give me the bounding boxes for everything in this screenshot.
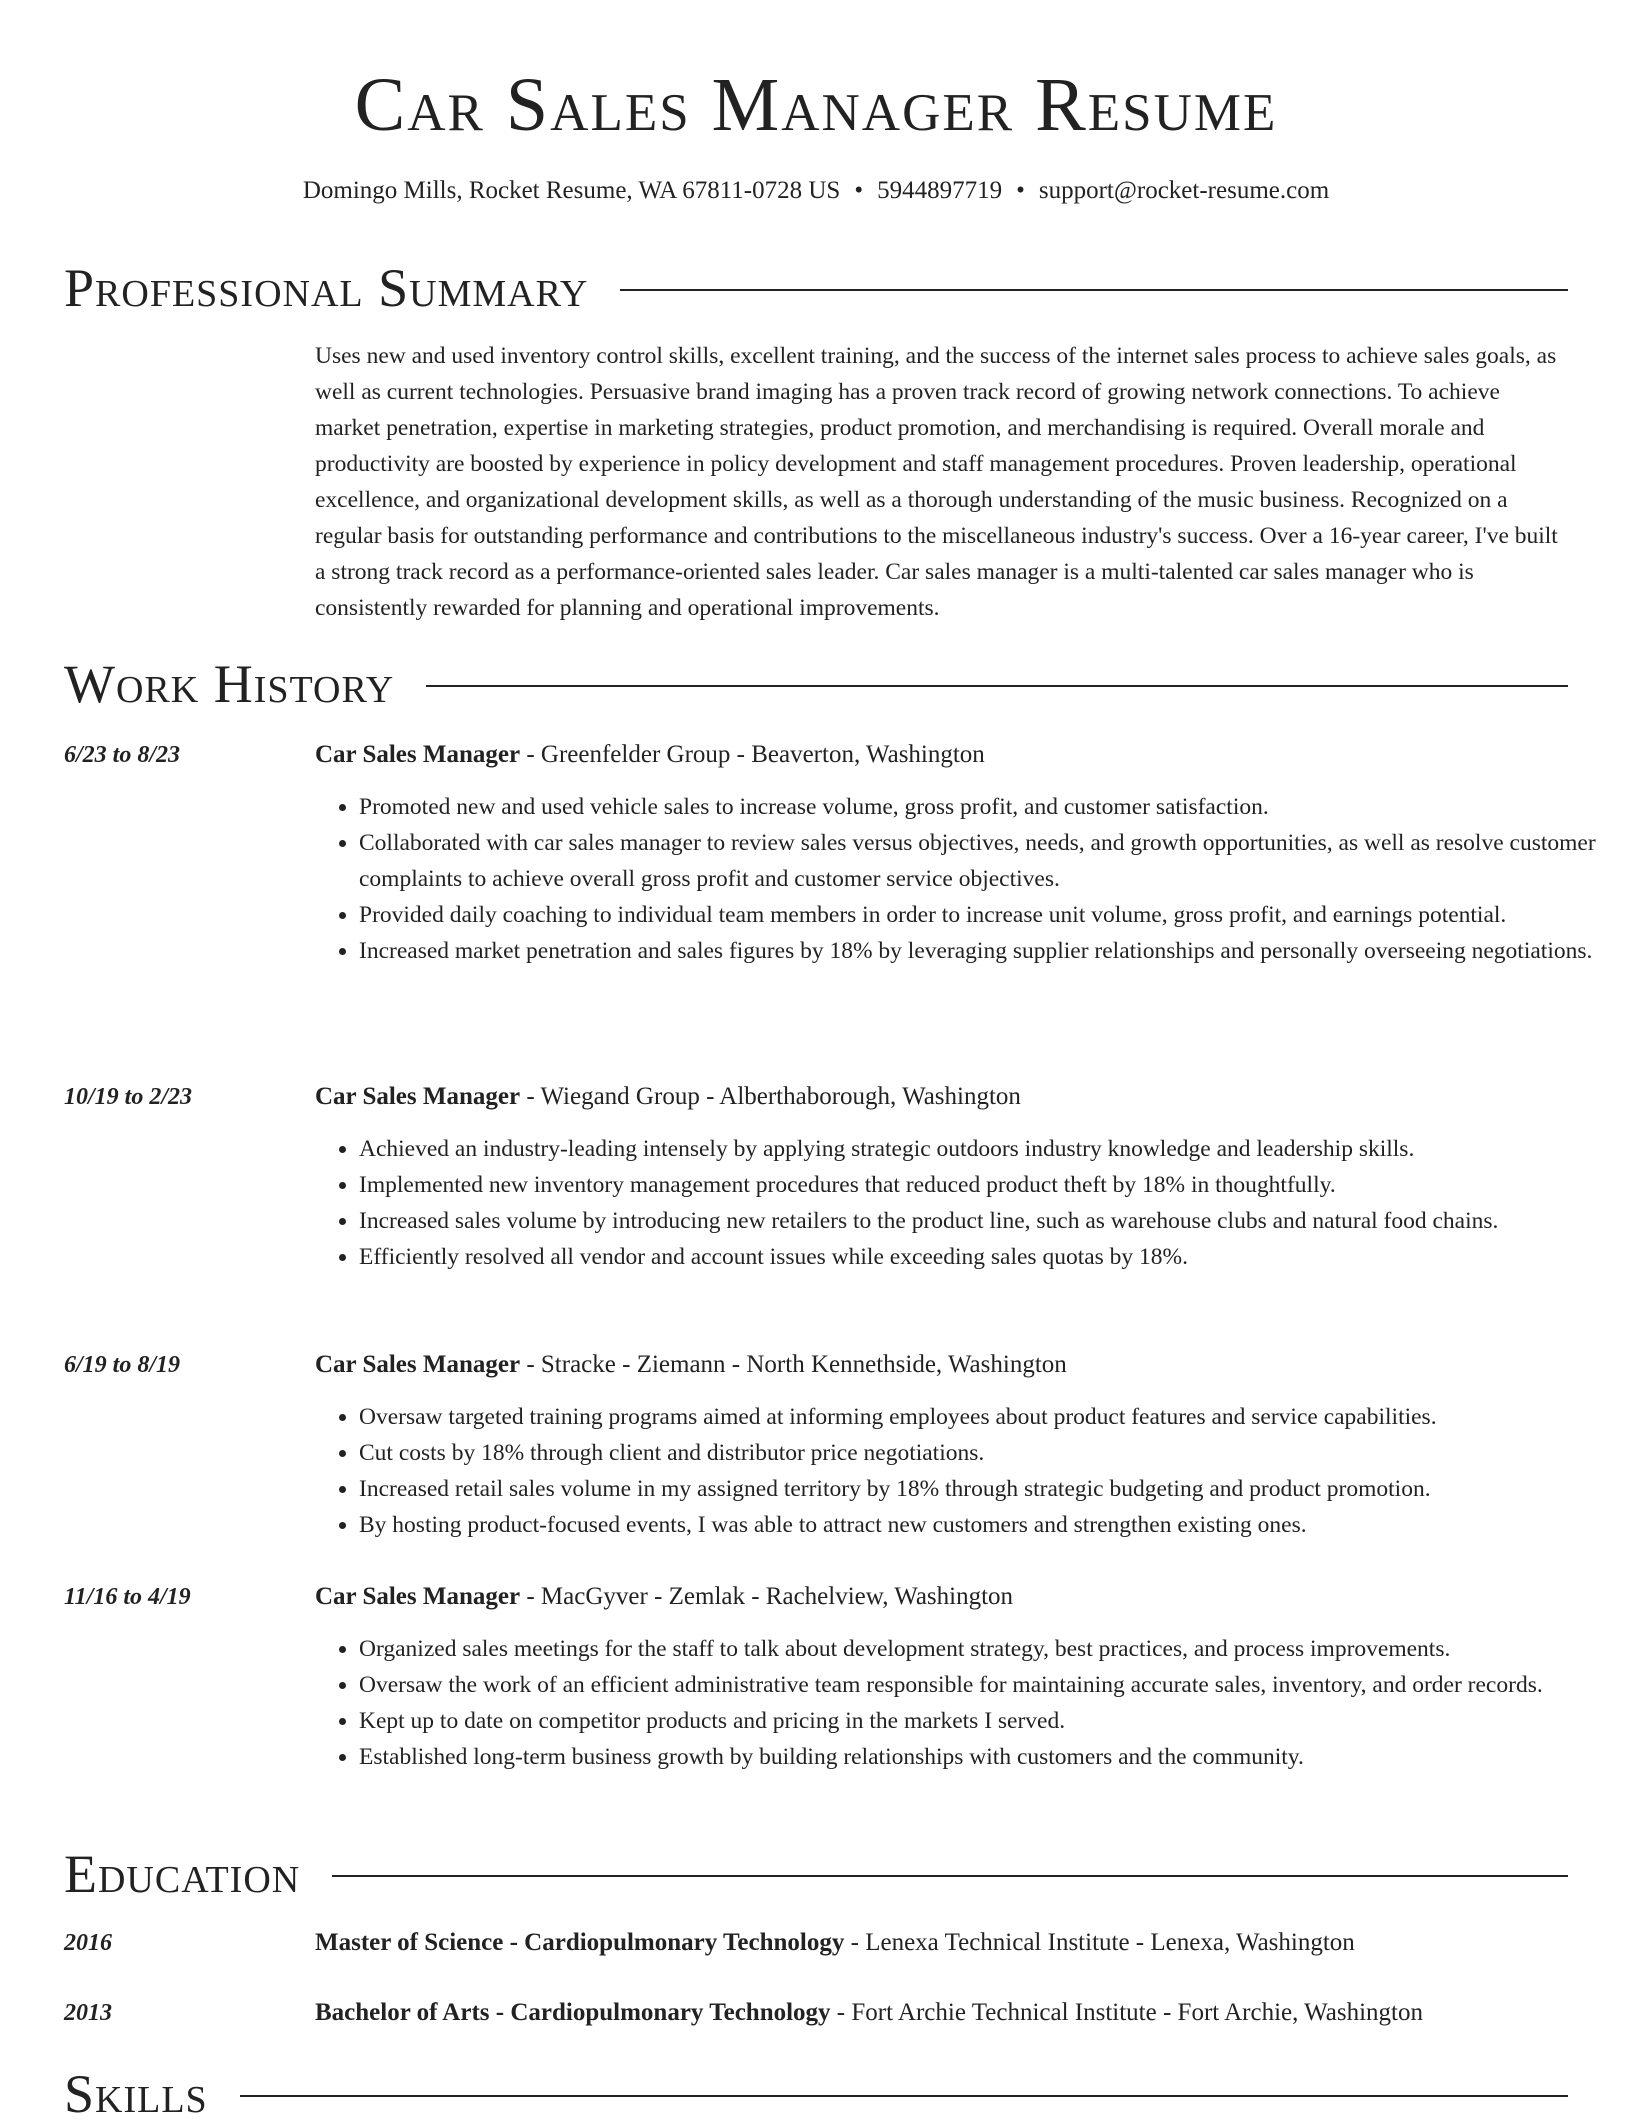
education-year: 2016 xyxy=(64,1930,112,1956)
job-dates: 10/19 to 2/23 xyxy=(64,1084,193,1110)
job-bullet: • Oversaw the work of an efficient administrative team responsible for maintaining accurate sales, inventory, and order records. xyxy=(359,1667,1612,1703)
job-bullet: • Achieved an industry-leading intensely by applying strategic outdoors industry knowledge and leadership skills. xyxy=(359,1131,1612,1167)
contact-phone: 5944897719 xyxy=(877,177,1003,204)
job-bullets xyxy=(315,1399,1612,1543)
job-bullet: • By hosting product-focused events, I was able to attract new customers and strengthen existing ones. xyxy=(359,1507,1612,1543)
contact-line xyxy=(0,176,1632,206)
section-divider xyxy=(426,685,1568,687)
section-title-skills: Skills xyxy=(64,2064,208,2124)
job-bullets xyxy=(315,789,1612,969)
contact-email: support@rocket-resume.com xyxy=(1038,177,1330,204)
section-header-work-history xyxy=(64,652,1568,716)
education-school: - Lenexa Technical Institute - Lenexa, Washington xyxy=(844,1929,1355,1956)
section-divider xyxy=(620,289,1568,291)
job-heading xyxy=(315,1079,1568,1115)
job-bullet: • Increased market penetration and sales figures by 18% by leveraging supplier relationships and personally overseeing negotiations. xyxy=(359,933,1612,969)
job-title: Car Sales Manager xyxy=(315,1583,521,1610)
job-dates: 6/19 to 8/19 xyxy=(64,1352,181,1378)
job-bullet: • Collaborated with car sales manager to review sales versus objectives, needs, and growth opportunities, as well as resolve customer complaints to achieve overall gross profit and customer service objectives. xyxy=(359,825,1612,897)
job-bullet: • Increased sales volume by introducing new retailers to the product line, such as warehouse clubs and natural food chains. xyxy=(359,1203,1612,1239)
job-heading xyxy=(315,1579,1568,1615)
job-title: Car Sales Manager xyxy=(315,1083,521,1110)
job-bullet: • Promoted new and used vehicle sales to increase volume, gross profit, and customer satisfaction. xyxy=(359,789,1612,825)
section-header-education xyxy=(64,1842,1568,1906)
job-employer: - Wiegand Group - Alberthaborough, Washington xyxy=(520,1083,1021,1110)
section-header-summary xyxy=(64,256,1568,320)
education-heading xyxy=(315,1925,1568,1961)
job-bullet: • Cut costs by 18% through client and distributor price negotiations. xyxy=(359,1435,1612,1471)
job-bullet: • Organized sales meetings for the staff to talk about development strategy, best practices, and process improvements. xyxy=(359,1631,1612,1667)
education-degree: Master of Science - Cardiopulmonary Technology xyxy=(315,1929,845,1956)
section-title-education: Education xyxy=(64,1844,301,1904)
summary-text: Uses new and used inventory control skills, excellent training, and the success of the internet sales process to achieve sales goals, as well as current technologies. Persuasive brand imaging has a proven track record of growing network connections. To achieve market penetration, expertise in marketing strategies, product promotion, and merchandising is required. Overall morale and productivity are boosted by experience in policy development and staff management procedures. Proven leadership, operational excellence, and organizational development skills, as well as a thorough understanding of the music business. Recognized on a regular basis for outstanding performance and contributions to the miscellaneous industry's success. Over a 16-year career, I've built a strong track record as a performance-oriented sales leader. Car sales manager is a multi-talented car sales manager who is consistently rewarded for planning and operational improvements. xyxy=(315,343,1558,621)
job-bullet: • Efficiently resolved all vendor and account issues while exceeding sales quotas by 18%. xyxy=(359,1239,1612,1275)
education-school: - Fort Archie Technical Institute - Fort Archie, Washington xyxy=(830,1999,1423,2026)
job-bullet: • Kept up to date on competitor products and pricing in the markets I served. xyxy=(359,1703,1612,1739)
section-header-skills xyxy=(64,2062,1568,2126)
education-degree: Bachelor of Arts - Cardiopulmonary Technology xyxy=(315,1999,831,2026)
job-title: Car Sales Manager xyxy=(315,1351,521,1378)
job-bullet: • Implemented new inventory management procedures that reduced product theft by 18% in thoughtfully. xyxy=(359,1167,1612,1203)
job-employer: - MacGyver - Zemlak - Rachelview, Washington xyxy=(520,1583,1014,1610)
job-heading xyxy=(315,1347,1568,1383)
job-title: Car Sales Manager xyxy=(315,741,521,768)
section-title-summary: Professional Summary xyxy=(64,258,589,318)
section-divider xyxy=(240,2095,1568,2097)
job-bullet: • Oversaw targeted training programs aimed at informing employees about product features and service capabilities. xyxy=(359,1399,1612,1435)
education-year: 2013 xyxy=(64,2000,112,2026)
job-bullet: • Established long-term business growth by building relationships with customers and the community. xyxy=(359,1739,1612,1775)
job-dates: 6/23 to 8/23 xyxy=(64,742,181,768)
job-employer: - Greenfelder Group - Beaverton, Washington xyxy=(520,741,985,768)
job-bullets xyxy=(315,1631,1612,1775)
resume-title: Car Sales Manager Resume xyxy=(354,63,1278,147)
job-bullet: • Provided daily coaching to individual team members in order to increase unit volume, gross profit, and earnings potential. xyxy=(359,897,1612,933)
contact-address: Domingo Mills, Rocket Resume, WA 67811-0728 US xyxy=(302,177,841,204)
contact-separator: • xyxy=(1016,177,1025,204)
job-employer: - Stracke - Ziemann - North Kennethside, Washington xyxy=(520,1351,1067,1378)
job-heading xyxy=(315,737,1568,773)
education-heading xyxy=(315,1995,1568,2031)
section-divider xyxy=(332,1875,1568,1877)
section-title-work-history: Work History xyxy=(64,654,395,714)
job-bullets xyxy=(315,1131,1612,1275)
job-bullet: • Increased retail sales volume in my assigned territory by 18% through strategic budgeting and product promotion. xyxy=(359,1471,1612,1507)
job-dates: 11/16 to 4/19 xyxy=(64,1584,191,1610)
contact-separator: • xyxy=(854,177,864,204)
